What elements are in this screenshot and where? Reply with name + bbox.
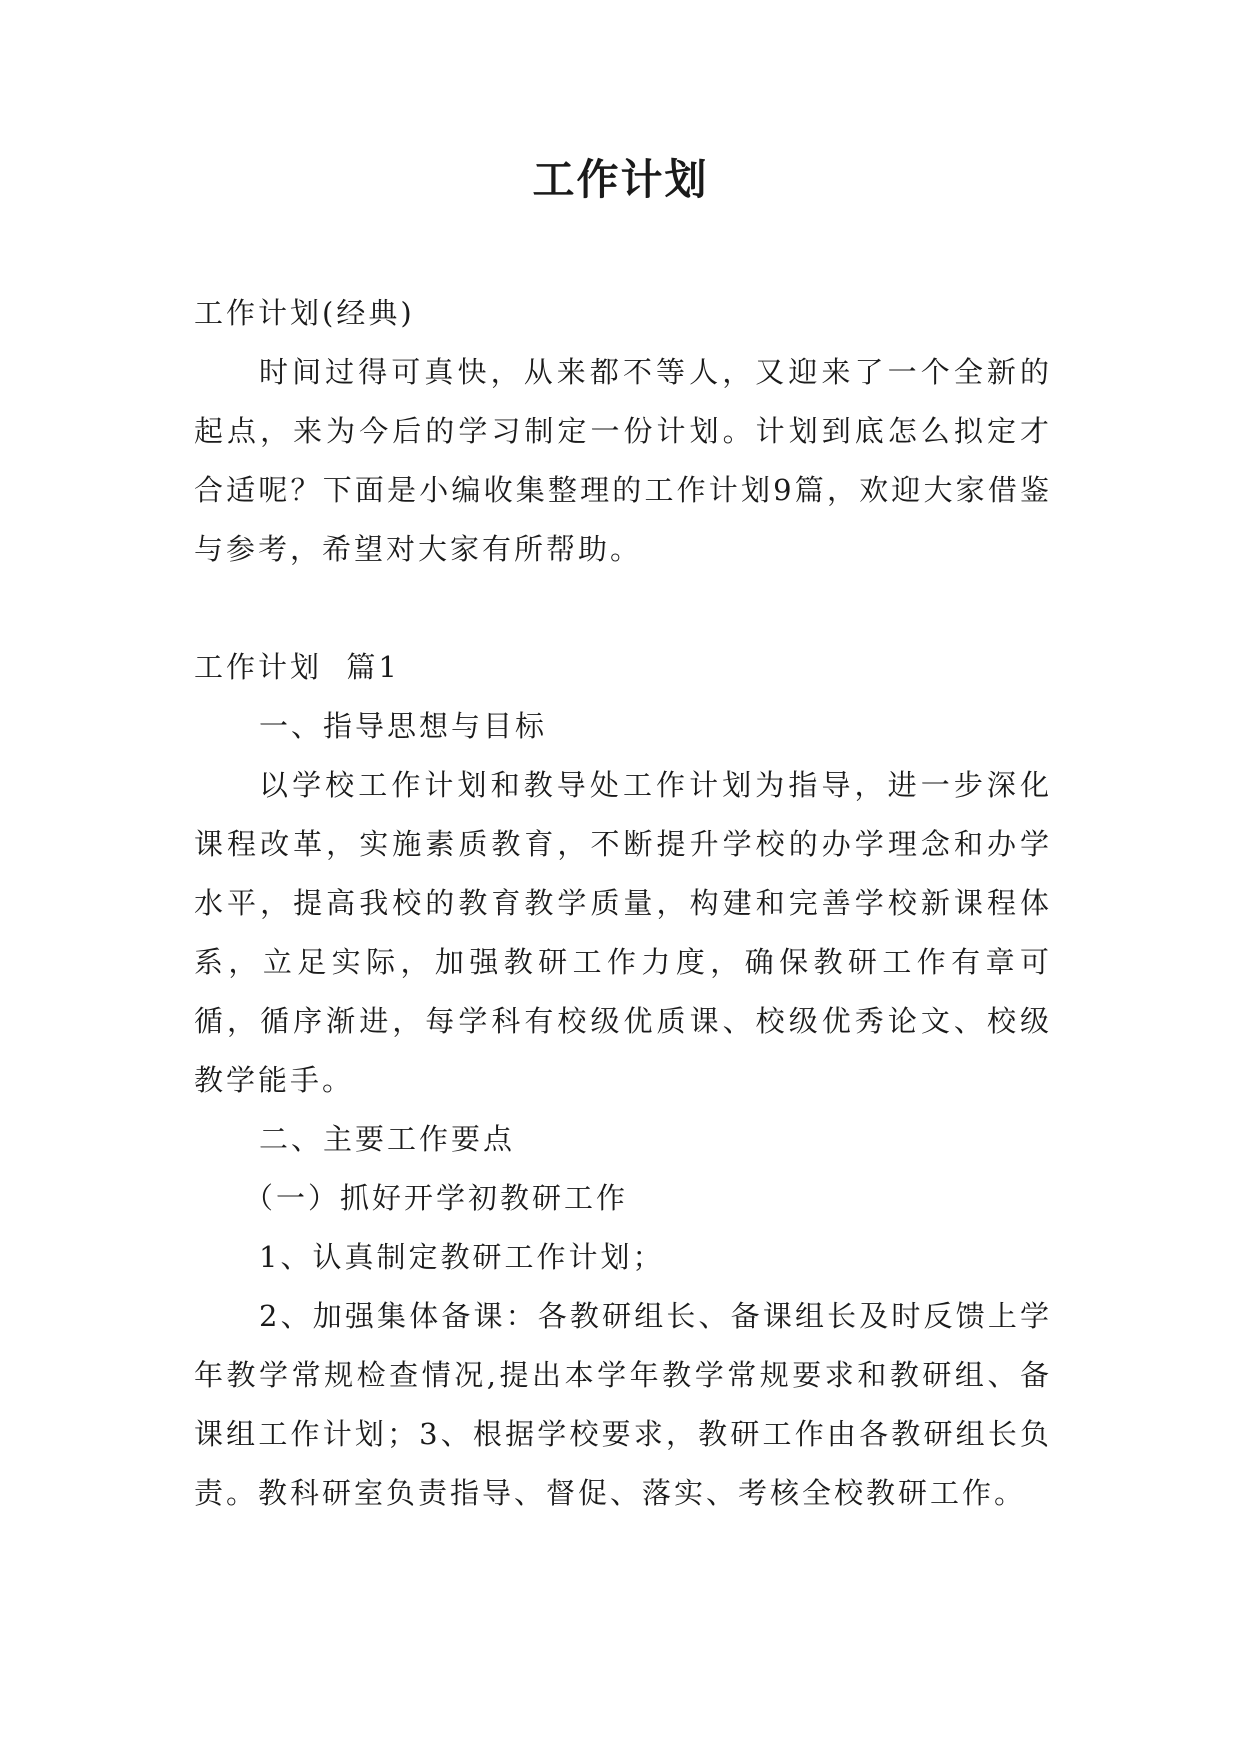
heading-guiding-ideas: 一、指导思想与目标 — [259, 709, 548, 743]
subheading-semester-start: （一）抓好开学初教研工作 — [244, 1181, 629, 1215]
list-item-1: 1、认真制定教研工作计划； — [259, 1240, 665, 1274]
section-heading: 工作计划 篇1 — [194, 650, 400, 684]
document-subtitle: 工作计划(经典) — [194, 296, 415, 330]
heading-main-points: 二、主要工作要点 — [259, 1122, 516, 1156]
intro-paragraph: 时间过得可真快，从来都不等人，又迎来了一个全新的起点，来为今后的学习制定一份计划。计划到底怎么拟定才合适呢？下面是小编收集整理的工作计划9篇，欢迎大家借鉴与参考，希望对大家有所帮助。 — [194, 355, 1052, 566]
page-title: 工作计划 — [532, 155, 709, 204]
paragraph-guiding-ideas: 以学校工作计划和教导处工作计划为指导，进一步深化课程改革，实施素质教育，不断提升学校的办学理念和办学水平，提高我校的教育教学质量，构建和完善学校新课程体系，立足实际，加强教研工作力度，确保教研工作有章可循，循序渐进，每学科有校级优质课、校级优秀论文、校级教学能手。 — [194, 768, 1052, 1097]
document-body — [194, 284, 1052, 1523]
list-item-2: 2、加强集体备课：各教研组长、备课组长及时反馈上学年教学常规检查情况,提出本学年教学常规要求和教研组、备课组工作计划；3、根据学校要求，教研工作由各教研组长负责。教科研室负责指导、督促、落实、考核全校教研工作。 — [194, 1299, 1052, 1510]
